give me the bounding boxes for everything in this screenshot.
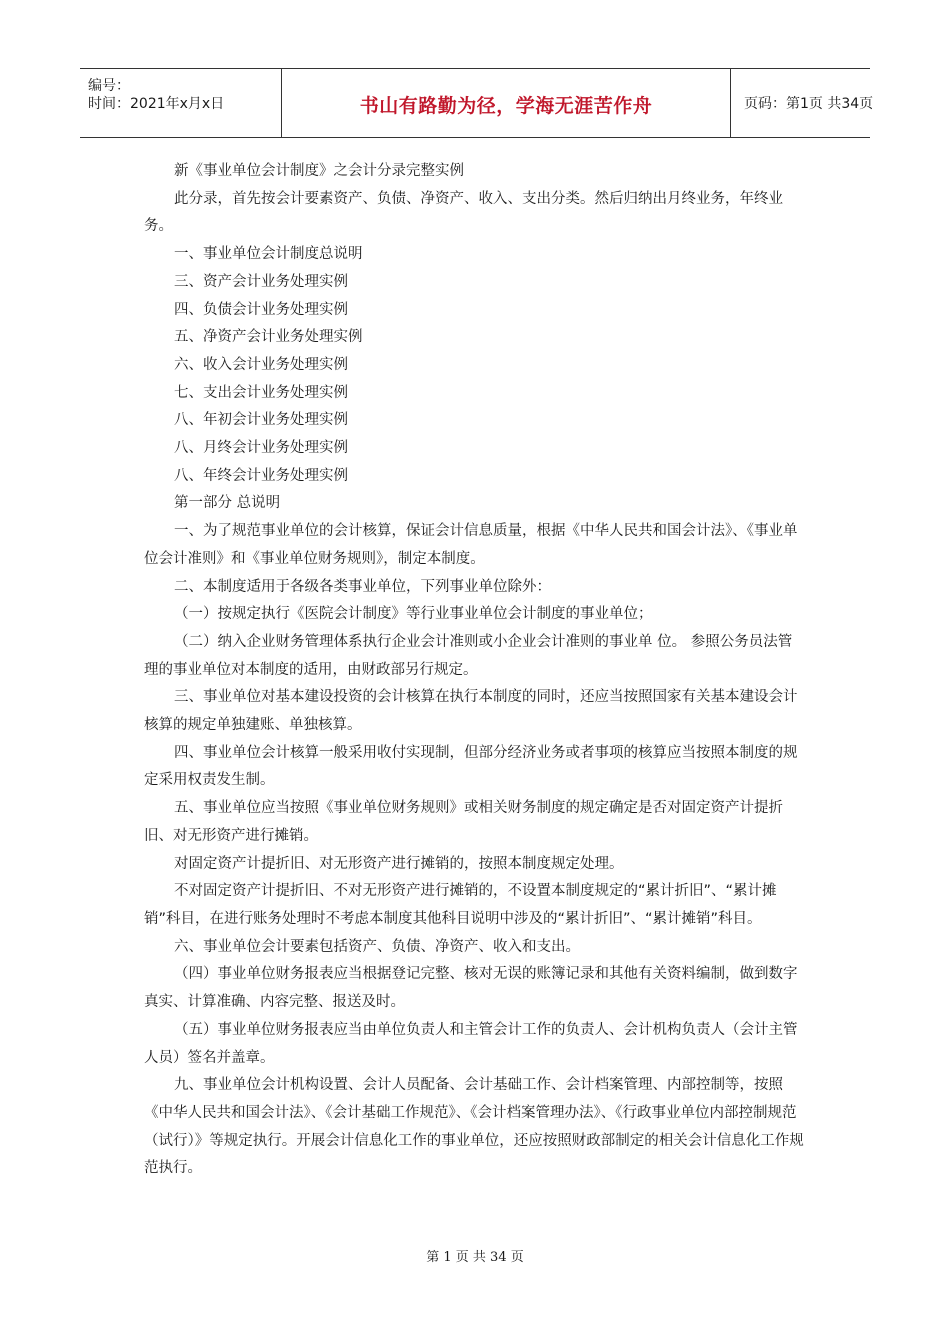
paragraph: 三、事业单位对基本建设投资的会计核算在执行本制度的同时，还应当按照国家有关基本建设会计核算的规定单独建账、单独核算。 — [144, 689, 798, 734]
toc-item: 三、资产会计业务处理实例 — [174, 273, 348, 290]
paragraph: （一）按规定执行《医院会计制度》等行业事业单位会计制度的事业单位； — [174, 606, 653, 623]
paragraph: 九、事业单位会计机构设置、会计人员配备、会计基础工作、会计档案管理、内部控制等，按照《中华人民共和国会计法》、《会计基础工作规范》、《会计档案管理办法》、《行政事业单位内部控制规范（试行）》等规定执行。开展会计信息化工作的事业单位，还应按照财政部制定的相关会计信息化工作规范执行。 — [144, 1077, 804, 1177]
toc-item: 四、负债会计业务处理实例 — [174, 301, 348, 318]
paragraph: 二、本制度适用于各级各类事业单位，下列事业单位除外： — [174, 578, 551, 595]
header-meta — [80, 69, 280, 137]
paragraph: 一、为了规范事业单位的会计核算，保证会计信息质量，根据《中华人民共和国会计法》、《事业单位会计准则》和《事业单位财务规则》，制定本制度。 — [144, 523, 798, 567]
paragraph: 四、事业单位会计核算一般采用收付实现制，但部分经济业务或者事项的核算应当按照本制度的规定采用权责发生制。 — [144, 744, 798, 789]
document-title: 新《事业单位会计制度》之会计分录完整实例 — [174, 163, 464, 179]
page-header — [80, 68, 874, 138]
paragraph: （五）事业单位财务报表应当由单位负责人和主管会计工作的负责人、会计机构负责人（会计主管人员）签名并盖章。 — [144, 1021, 798, 1066]
toc-item: 五、净资产会计业务处理实例 — [174, 329, 363, 346]
header-page-info: 页码：第1页 共34页 — [744, 96, 874, 112]
document-body — [144, 158, 804, 1183]
paragraph: 六、事业单位会计要素包括资产、负债、净资产、收入和支出。 — [174, 938, 580, 955]
header-motto: 书山有路勤为径，学海无涯苦作舟 — [359, 95, 653, 117]
paragraph: （二）纳入企业财务管理体系执行企业会计准则或小企业会计准则的事业单 位。 参照公务员法管理的事业单位对本制度的适用，由财政部另行规定。 — [144, 633, 793, 678]
paragraph: （四）事业单位财务报表应当根据登记完整、核对无误的账簿记录和其他有关资料编制，做到数字真实、计算准确、内容完整、报送及时。 — [144, 966, 798, 1011]
toc-item: 八、年初会计业务处理实例 — [174, 412, 348, 429]
document-number-label: 编号： — [88, 78, 130, 94]
paragraph: 此分录，首先按会计要素资产、负债、净资产、收入、支出分类。然后归纳出月终业务，年终业务。 — [144, 190, 783, 235]
toc-item: 八、年终会计业务处理实例 — [174, 467, 348, 484]
toc-item: 六、收入会计业务处理实例 — [174, 356, 348, 373]
paragraph: 对固定资产计提折旧、对无形资产进行摊销的，按照本制度规定处理。 — [174, 855, 624, 872]
paragraph: 五、事业单位应当按照《事业单位财务规则》或相关财务制度的规定确定是否对固定资产计提折旧、对无形资产进行摊销。 — [144, 800, 783, 844]
section-heading: 第一部分 总说明 — [174, 495, 281, 512]
header-motto-cell — [281, 69, 731, 137]
document-date: 时间：2021年x月x日 — [88, 96, 225, 112]
toc-item: 八、月终会计业务处理实例 — [174, 440, 348, 457]
paragraph: 不对固定资产计提折旧、不对无形资产进行摊销的，不设置本制度规定的“累计折旧”、“累计摊销”科目，在进行账务处理时不考虑本制度其他科目说明中涉及的“累计折旧”、“累计摊销”科目。 — [144, 883, 777, 927]
header-page-cell — [730, 69, 874, 137]
page-footer: 第 1 页 共 34 页 — [426, 1250, 524, 1265]
toc-item: 一、事业单位会计制度总说明 — [174, 246, 363, 263]
toc-item: 七、支出会计业务处理实例 — [174, 384, 348, 401]
